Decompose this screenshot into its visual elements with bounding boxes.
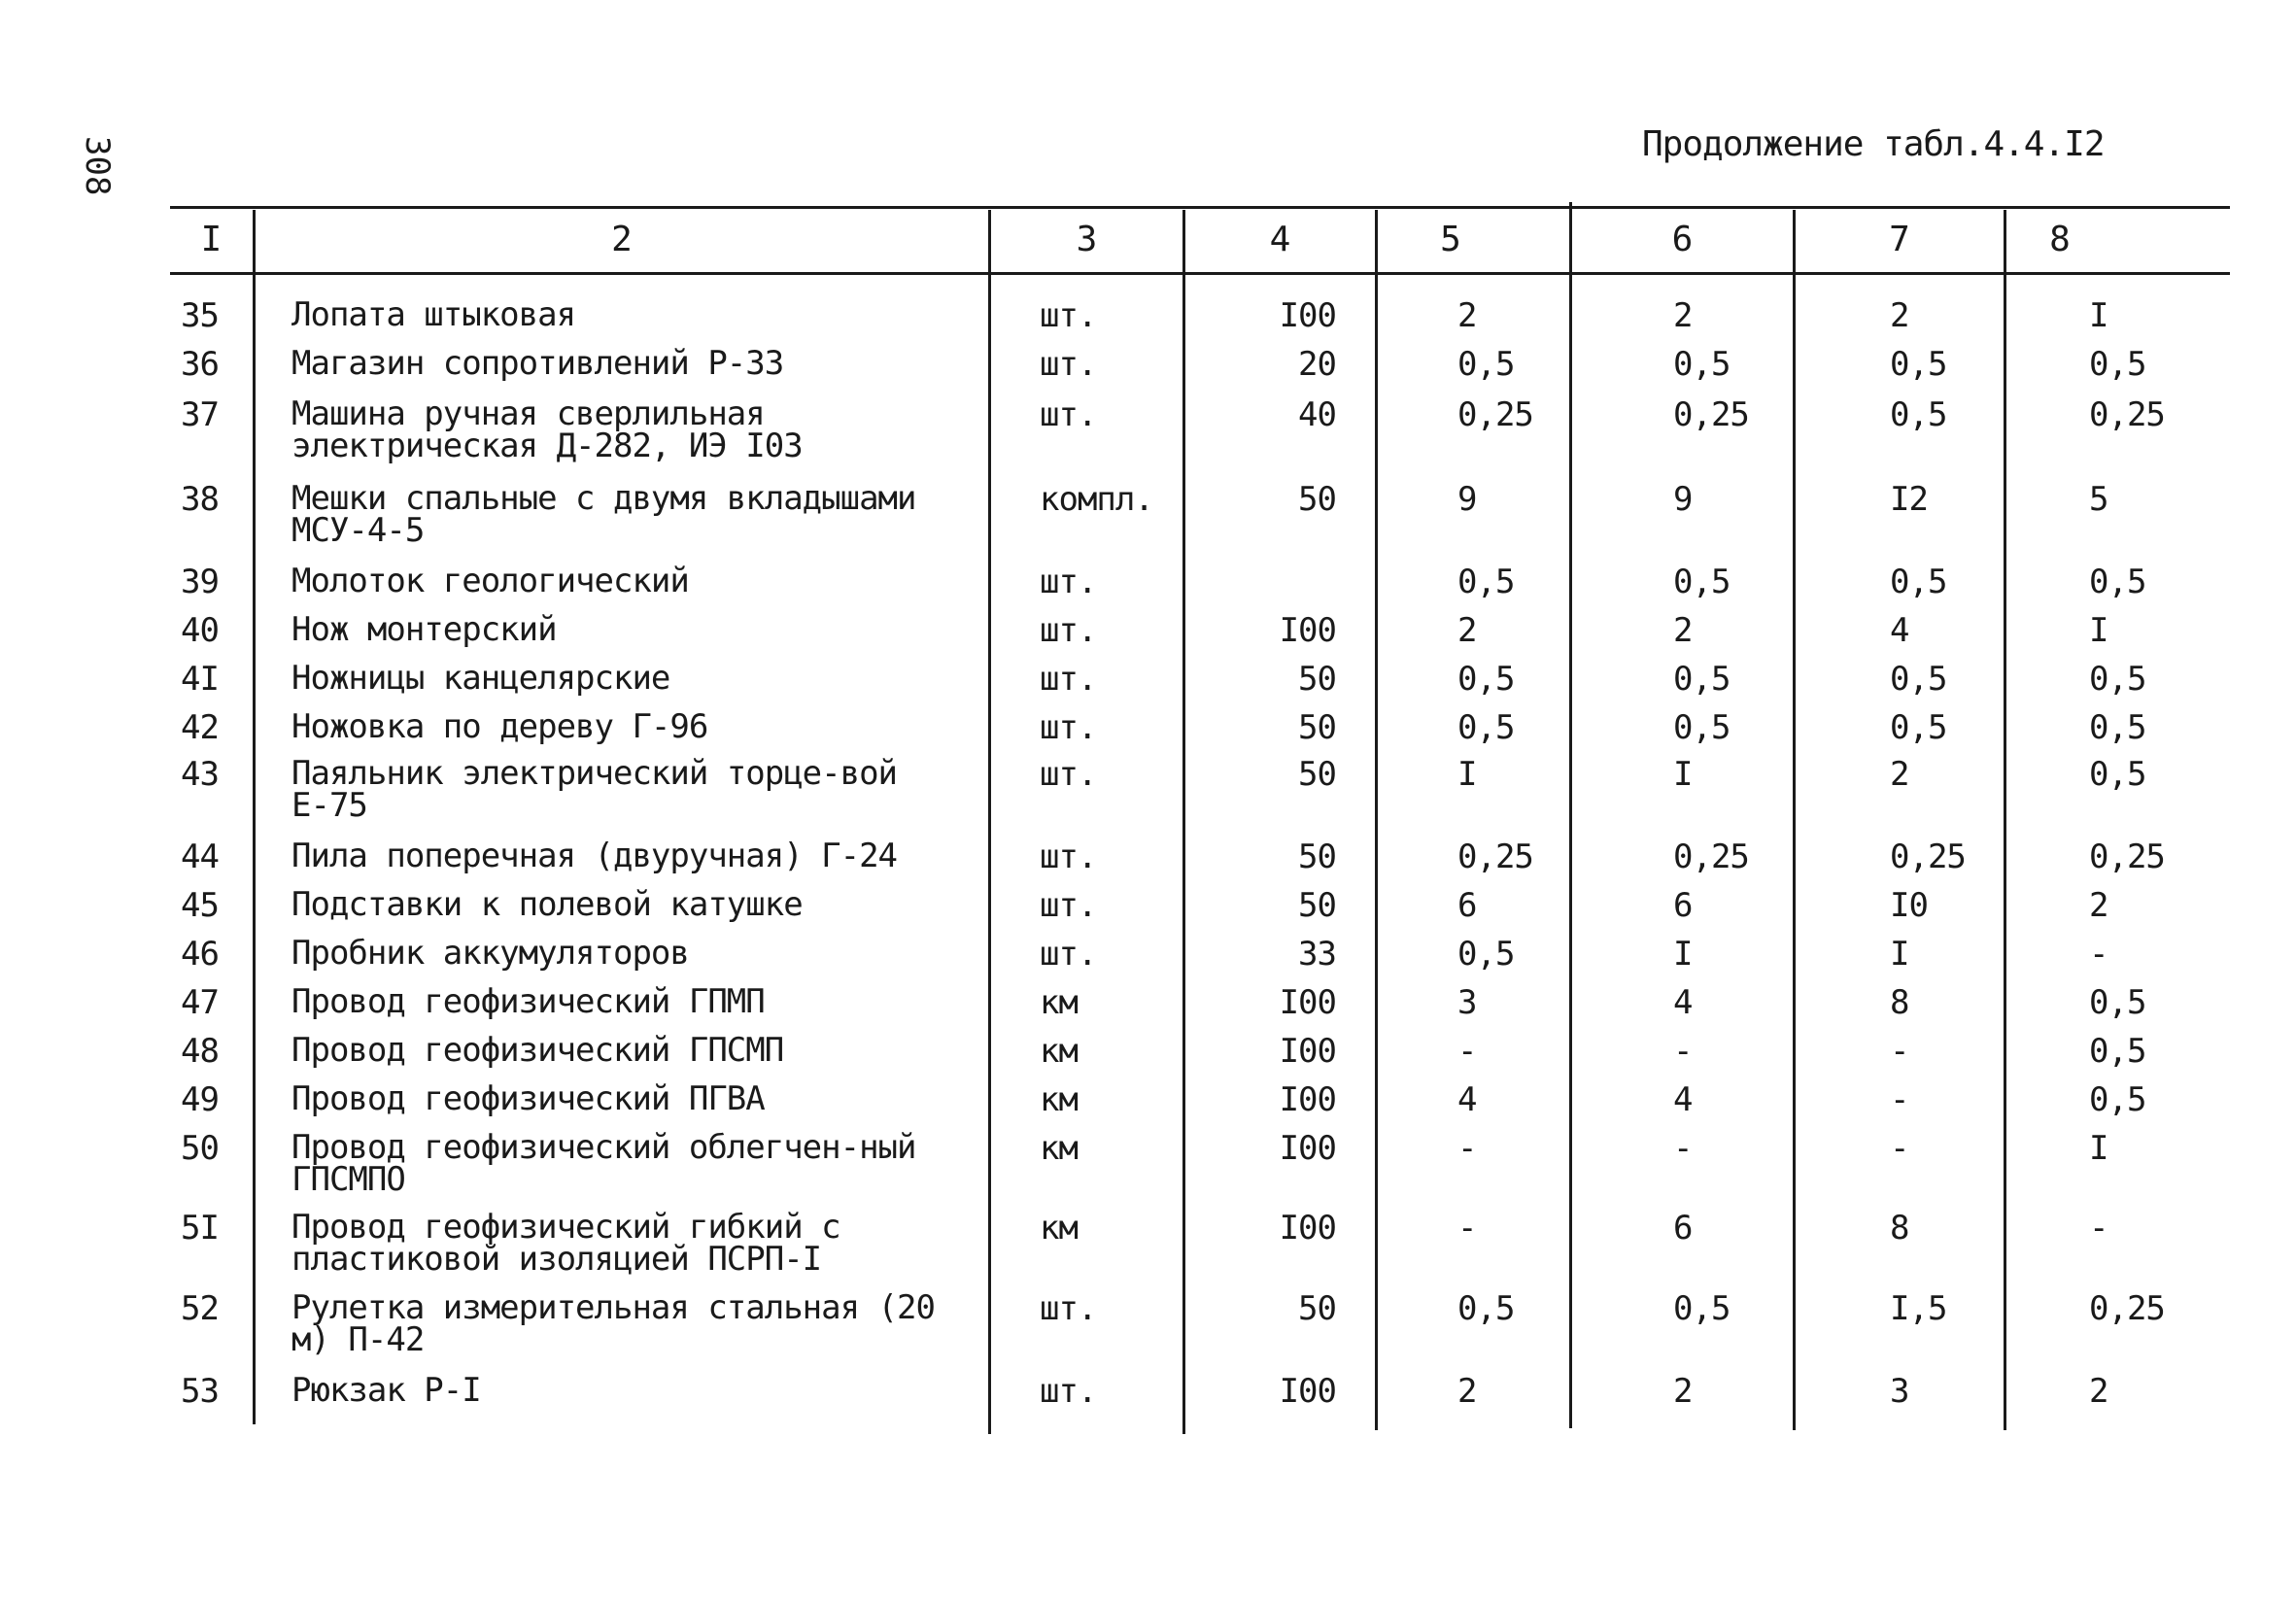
row-number: 52 bbox=[181, 1289, 219, 1328]
item-name: Рулетка измерительная стальная (20 м) П-42 bbox=[291, 1288, 935, 1359]
unit-cell: км bbox=[1040, 1129, 1078, 1168]
column-divider bbox=[988, 210, 991, 1434]
value-cell: - bbox=[1890, 1129, 1909, 1168]
value-cell: 0,25 bbox=[1673, 838, 1749, 876]
value-cell: I00 bbox=[1279, 983, 1336, 1022]
value-cell: 0,25 bbox=[1890, 838, 1966, 876]
value-cell: 2 bbox=[2089, 886, 2108, 925]
unit-cell: шт. bbox=[1040, 708, 1097, 747]
item-name: Провод геофизический ГПСМП bbox=[291, 1031, 784, 1070]
item-name: Лопата штыковая bbox=[291, 295, 576, 334]
value-cell: 20 bbox=[1298, 345, 1336, 384]
table-caption: Продолжение табл.4.4.I2 bbox=[1642, 124, 2105, 164]
value-cell: 9 bbox=[1457, 480, 1477, 519]
row-number: 4I bbox=[181, 660, 219, 699]
column-divider bbox=[253, 210, 256, 1424]
unit-cell: км bbox=[1040, 1032, 1078, 1071]
value-cell: 50 bbox=[1298, 886, 1336, 925]
unit-cell: шт. bbox=[1040, 886, 1097, 925]
item-name: Нож монтерский bbox=[291, 610, 557, 649]
value-cell: I00 bbox=[1279, 1372, 1336, 1411]
item-name: Машина ручная сверлильная электрическая Д-282, ИЭ I03 bbox=[291, 394, 803, 465]
page-number: 308 bbox=[78, 136, 117, 196]
row-number: 5I bbox=[181, 1209, 219, 1248]
value-cell: 0,25 bbox=[2089, 395, 2165, 434]
table-top-rule bbox=[170, 206, 2230, 209]
value-cell: 50 bbox=[1298, 480, 1336, 519]
value-cell: 8 bbox=[1890, 983, 1909, 1022]
value-cell: 50 bbox=[1298, 660, 1336, 699]
unit-cell: шт. bbox=[1040, 838, 1097, 876]
value-cell: 0,5 bbox=[2089, 755, 2146, 794]
unit-cell: шт. bbox=[1040, 935, 1097, 974]
value-cell: - bbox=[1457, 1209, 1477, 1248]
row-number: 50 bbox=[181, 1129, 219, 1168]
unit-cell: шт. bbox=[1040, 755, 1097, 794]
header-col-3: 3 bbox=[1076, 220, 1098, 259]
row-number: 44 bbox=[181, 838, 219, 876]
item-name: Рюкзак Р-I bbox=[291, 1371, 481, 1410]
unit-cell: шт. bbox=[1040, 611, 1097, 650]
value-cell: I bbox=[1673, 755, 1693, 794]
unit-cell: шт. bbox=[1040, 563, 1097, 601]
value-cell: I00 bbox=[1279, 296, 1336, 335]
item-name: Провод геофизический гибкий с пластиковой изоляцией ПСРП-I bbox=[291, 1208, 840, 1279]
header-col-8: 8 bbox=[2049, 220, 2071, 259]
value-cell: 50 bbox=[1298, 1289, 1336, 1328]
value-cell: 0,5 bbox=[1457, 708, 1515, 747]
value-cell: 33 bbox=[1298, 935, 1336, 974]
value-cell: 0,25 bbox=[1457, 838, 1533, 876]
item-name: Ножовка по дереву Г-96 bbox=[291, 707, 708, 746]
column-divider bbox=[1182, 210, 1185, 1434]
value-cell: 40 bbox=[1298, 395, 1336, 434]
value-cell: 4 bbox=[1673, 1080, 1693, 1119]
value-cell: 2 bbox=[1457, 1372, 1477, 1411]
value-cell: 0,5 bbox=[1890, 345, 1947, 384]
value-cell: - bbox=[1673, 1032, 1693, 1071]
value-cell: 0,5 bbox=[2089, 660, 2146, 699]
item-name: Провод геофизический облегчен-ный ГПСМПО bbox=[291, 1128, 916, 1199]
unit-cell: шт. bbox=[1040, 296, 1097, 335]
value-cell: 6 bbox=[1457, 886, 1477, 925]
value-cell: I00 bbox=[1279, 1080, 1336, 1119]
unit-cell: км bbox=[1040, 983, 1078, 1022]
unit-cell: шт. bbox=[1040, 1372, 1097, 1411]
value-cell: 0,5 bbox=[1673, 563, 1731, 601]
row-number: 38 bbox=[181, 480, 219, 519]
value-cell: 0,5 bbox=[2089, 983, 2146, 1022]
value-cell: 0,25 bbox=[1673, 395, 1749, 434]
header-col-5: 5 bbox=[1440, 220, 1461, 259]
value-cell: 8 bbox=[1890, 1209, 1909, 1248]
value-cell: - bbox=[1457, 1032, 1477, 1071]
value-cell: 2 bbox=[1673, 296, 1693, 335]
value-cell: 2 bbox=[1890, 755, 1909, 794]
row-number: 46 bbox=[181, 935, 219, 974]
item-name: Пила поперечная (двуручная) Г-24 bbox=[291, 837, 898, 875]
row-number: 35 bbox=[181, 296, 219, 335]
value-cell: - bbox=[2089, 1209, 2108, 1248]
value-cell: 50 bbox=[1298, 755, 1336, 794]
column-divider bbox=[1375, 210, 1378, 1430]
value-cell: 4 bbox=[1890, 611, 1909, 650]
value-cell: 3 bbox=[1457, 983, 1477, 1022]
item-name: Паяльник электрический торце-вой Е-75 bbox=[291, 754, 898, 825]
row-number: 36 bbox=[181, 345, 219, 384]
value-cell: - bbox=[1890, 1080, 1909, 1119]
value-cell: 0,5 bbox=[1673, 708, 1731, 747]
value-cell: I2 bbox=[1890, 480, 1928, 519]
header-col-6: 6 bbox=[1671, 220, 1694, 259]
value-cell: 0,25 bbox=[1457, 395, 1533, 434]
item-name: Ножницы канцелярские bbox=[291, 659, 670, 698]
value-cell: 0,5 bbox=[1890, 660, 1947, 699]
value-cell: 0,5 bbox=[1890, 708, 1947, 747]
unit-cell: компл. bbox=[1040, 480, 1153, 519]
unit-cell: шт. bbox=[1040, 345, 1097, 384]
value-cell: - bbox=[1457, 1129, 1477, 1168]
row-number: 37 bbox=[181, 395, 219, 434]
header-col-1: I bbox=[200, 220, 223, 259]
row-number: 39 bbox=[181, 563, 219, 601]
value-cell: 2 bbox=[1673, 611, 1693, 650]
value-cell: 0,5 bbox=[2089, 708, 2146, 747]
value-cell: 0,5 bbox=[1673, 1289, 1731, 1328]
row-number: 47 bbox=[181, 983, 219, 1022]
value-cell: 0,5 bbox=[1457, 660, 1515, 699]
value-cell: 6 bbox=[1673, 886, 1693, 925]
value-cell: I bbox=[1673, 935, 1693, 974]
value-cell: 6 bbox=[1673, 1209, 1693, 1248]
value-cell: 0,5 bbox=[2089, 563, 2146, 601]
value-cell: 50 bbox=[1298, 838, 1336, 876]
header-col-2: 2 bbox=[611, 220, 633, 259]
value-cell: I bbox=[2089, 296, 2108, 335]
value-cell: I00 bbox=[1279, 1129, 1336, 1168]
value-cell: 0,5 bbox=[1457, 563, 1515, 601]
value-cell: 0,5 bbox=[2089, 1032, 2146, 1071]
item-name: Подставки к полевой катушке bbox=[291, 885, 803, 924]
value-cell: 2 bbox=[1457, 296, 1477, 335]
value-cell: I bbox=[1890, 935, 1909, 974]
value-cell: 0,5 bbox=[2089, 345, 2146, 384]
value-cell: 9 bbox=[1673, 480, 1693, 519]
row-number: 42 bbox=[181, 708, 219, 747]
item-name: Мешки спальные с двумя вкладышами МСУ-4-5 bbox=[291, 479, 916, 550]
row-number: 40 bbox=[181, 611, 219, 650]
item-name: Магазин сопротивлений Р-33 bbox=[291, 344, 784, 383]
value-cell: 5 bbox=[2089, 480, 2108, 519]
value-cell: 2 bbox=[1890, 296, 1909, 335]
value-cell: 0,5 bbox=[1890, 395, 1947, 434]
value-cell: - bbox=[1890, 1032, 1909, 1071]
column-divider bbox=[2004, 210, 2006, 1430]
row-number: 43 bbox=[181, 755, 219, 794]
column-divider bbox=[1793, 210, 1796, 1430]
value-cell: I,5 bbox=[1890, 1289, 1947, 1328]
item-name: Провод геофизический ГПМП bbox=[291, 982, 765, 1021]
value-cell: - bbox=[1673, 1129, 1693, 1168]
value-cell: I00 bbox=[1279, 611, 1336, 650]
row-number: 49 bbox=[181, 1080, 219, 1119]
value-cell: - bbox=[2089, 935, 2108, 974]
value-cell: I bbox=[1457, 755, 1477, 794]
value-cell: 2 bbox=[1673, 1372, 1693, 1411]
item-name: Провод геофизический ПГВА bbox=[291, 1079, 765, 1118]
unit-cell: шт. bbox=[1040, 660, 1097, 699]
value-cell: 0,5 bbox=[1457, 1289, 1515, 1328]
row-number: 45 bbox=[181, 886, 219, 925]
value-cell: 4 bbox=[1457, 1080, 1477, 1119]
item-name: Молоток геологический bbox=[291, 562, 689, 600]
value-cell: I bbox=[2089, 611, 2108, 650]
value-cell: I00 bbox=[1279, 1032, 1336, 1071]
value-cell: 50 bbox=[1298, 708, 1336, 747]
value-cell: 0,5 bbox=[2089, 1080, 2146, 1119]
value-cell: 2 bbox=[2089, 1372, 2108, 1411]
value-cell: 2 bbox=[1457, 611, 1477, 650]
unit-cell: шт. bbox=[1040, 1289, 1097, 1328]
unit-cell: км bbox=[1040, 1209, 1078, 1248]
value-cell: 0,5 bbox=[1890, 563, 1947, 601]
value-cell: I bbox=[2089, 1129, 2108, 1168]
row-number: 53 bbox=[181, 1372, 219, 1411]
value-cell: I00 bbox=[1279, 1209, 1336, 1248]
value-cell: 0,25 bbox=[2089, 838, 2165, 876]
value-cell: 0,5 bbox=[1673, 660, 1731, 699]
unit-cell: шт. bbox=[1040, 395, 1097, 434]
value-cell: 3 bbox=[1890, 1372, 1909, 1411]
header-bottom-rule bbox=[170, 272, 2230, 275]
item-name: Пробник аккумуляторов bbox=[291, 934, 689, 973]
unit-cell: км bbox=[1040, 1080, 1078, 1119]
value-cell: 0,5 bbox=[1673, 345, 1731, 384]
header-col-4: 4 bbox=[1269, 220, 1291, 259]
header-col-7: 7 bbox=[1889, 220, 1910, 259]
value-cell: 0,5 bbox=[1457, 935, 1515, 974]
value-cell: 0,25 bbox=[2089, 1289, 2165, 1328]
row-number: 48 bbox=[181, 1032, 219, 1071]
value-cell: I0 bbox=[1890, 886, 1928, 925]
value-cell: 0,5 bbox=[1457, 345, 1515, 384]
value-cell: 4 bbox=[1673, 983, 1693, 1022]
